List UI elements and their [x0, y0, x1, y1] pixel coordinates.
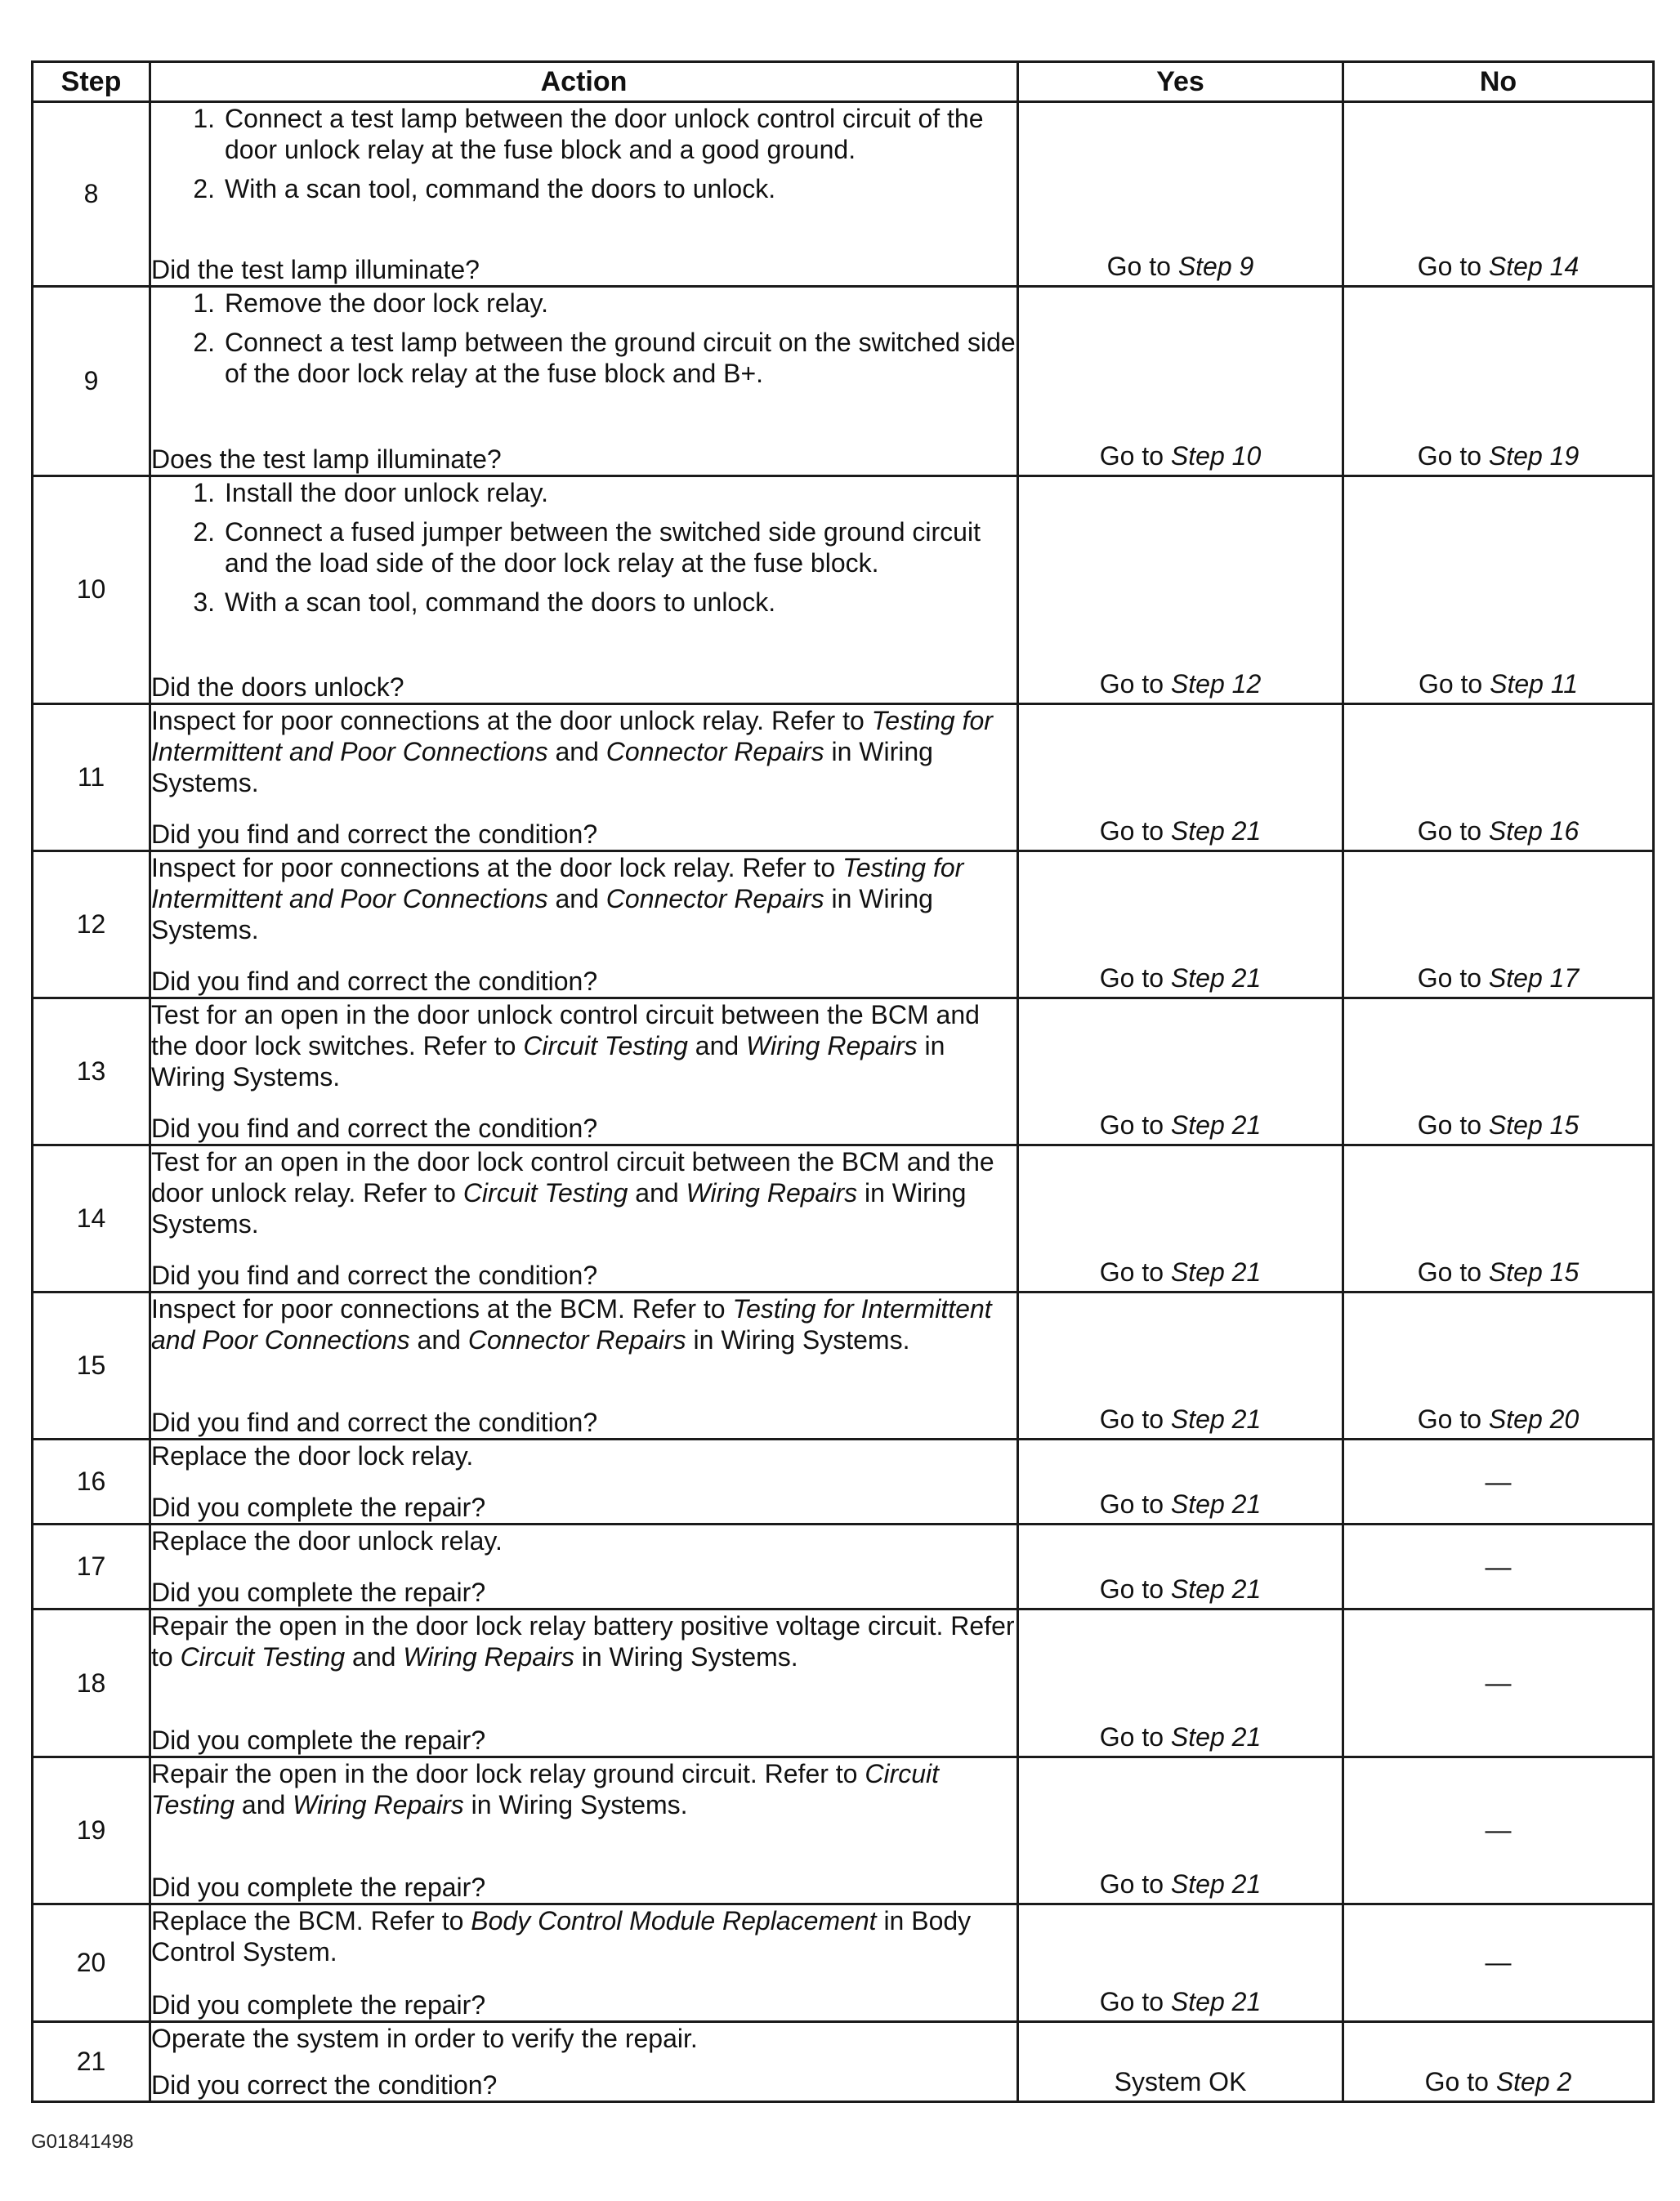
- result-prefix: Go to: [1099, 1404, 1171, 1435]
- instruction-list: [151, 477, 1016, 618]
- result-prefix: Go to: [1099, 962, 1171, 993]
- table-body: [33, 102, 1654, 2102]
- table-row: [33, 102, 1654, 287]
- instruction-text: Test for an open in the door unlock control circuit between the BCM and the door lock switches. Refer to: [151, 999, 980, 1060]
- result-prefix: Go to: [1099, 815, 1171, 846]
- yes-cell: [1018, 102, 1343, 287]
- reference-title: Wiring Repairs: [686, 1178, 858, 1208]
- action-instruction: [151, 1525, 1016, 1556]
- step-reference: Step 21: [1170, 815, 1262, 846]
- step-number: 14: [33, 1145, 150, 1292]
- no-cell: [1343, 287, 1654, 476]
- header-step: Step: [33, 62, 150, 102]
- result-prefix: Go to: [1099, 1489, 1171, 1520]
- result-prefix: Go to: [1099, 441, 1171, 471]
- not-applicable-dash: —: [1485, 1467, 1512, 1497]
- instruction-text: Replace the door unlock relay.: [151, 1526, 503, 1556]
- instruction-item: [151, 587, 1016, 618]
- yes-result: [1019, 669, 1342, 699]
- table-row: [33, 1904, 1654, 2021]
- action-cell: [150, 1904, 1018, 2021]
- yes-result: [1019, 441, 1342, 471]
- instruction-item: [151, 477, 1016, 508]
- result-prefix: Go to: [1417, 252, 1489, 282]
- reference-title: Circuit Testing: [151, 1758, 940, 1819]
- not-applicable-dash: —: [1485, 1551, 1512, 1582]
- yes-cell: [1018, 1292, 1343, 1440]
- not-applicable-dash: —: [1485, 1815, 1512, 1845]
- action-cell: [150, 1145, 1018, 1292]
- instruction-number: 2.: [193, 174, 215, 203]
- no-result: [1344, 441, 1652, 471]
- yes-result: [1019, 816, 1342, 846]
- instruction-list: [151, 103, 1016, 204]
- no-cell: [1343, 1292, 1654, 1440]
- action-cell: [150, 1292, 1018, 1440]
- step-number: 9: [33, 287, 150, 476]
- action-instruction: [151, 705, 1016, 798]
- step-reference: Step 19: [1488, 441, 1579, 471]
- reference-title: Testing for Intermittent and Poor Connections: [151, 1294, 992, 1355]
- yes-result: [1019, 1722, 1342, 1752]
- header-action: Action: [150, 62, 1018, 102]
- step-number: 18: [33, 1609, 150, 1757]
- result-prefix: Go to: [1418, 668, 1490, 699]
- step-reference: Step 21: [1170, 1489, 1262, 1520]
- header-yes: Yes: [1018, 62, 1343, 102]
- reference-title: Connector Repairs: [605, 736, 824, 766]
- step-question: Did you find and correct the condition?: [151, 1408, 598, 1438]
- yes-cell: [1018, 850, 1343, 998]
- action-instruction: [151, 1610, 1016, 1672]
- step-question: Does the test lamp illuminate?: [151, 444, 502, 475]
- no-result: [1344, 1404, 1652, 1435]
- step-question: Did the doors unlock?: [151, 672, 404, 702]
- step-reference: Step 9: [1177, 252, 1254, 282]
- instruction-text: in Wiring Systems.: [151, 1030, 945, 1092]
- action-cell: [150, 998, 1018, 1145]
- step-question: Did you find and correct the condition?: [151, 1261, 598, 1291]
- result-prefix: Go to: [1417, 815, 1489, 846]
- instruction-text: With a scan tool, command the doors to unlock.: [225, 174, 776, 203]
- instruction-text: and: [409, 1325, 468, 1355]
- step-question: Did the test lamp illuminate?: [151, 255, 480, 285]
- step-reference: Step 17: [1488, 962, 1579, 993]
- result-prefix: Go to: [1424, 2067, 1496, 2096]
- step-reference: Step 11: [1490, 668, 1579, 699]
- not-applicable-dash: —: [1485, 1667, 1512, 1698]
- step-reference: Step 12: [1170, 668, 1262, 699]
- step-number: 12: [33, 850, 150, 998]
- yes-result: [1019, 1987, 1342, 2017]
- instruction-text: in Wiring Systems.: [151, 883, 933, 944]
- reference-title: Circuit Testing: [523, 1030, 688, 1060]
- table-row: [33, 703, 1654, 850]
- instruction-text: Operate the system in order to verify the repair.: [151, 2023, 698, 2053]
- no-cell: [1343, 1145, 1654, 1292]
- result-prefix: Go to: [1417, 1110, 1489, 1140]
- no-cell: [1343, 1525, 1654, 1609]
- table-row: [33, 1525, 1654, 1609]
- no-cell: [1343, 850, 1654, 998]
- instruction-text: and: [547, 883, 606, 913]
- action-cell: [150, 102, 1018, 287]
- result-prefix: System OK: [1114, 2067, 1247, 2096]
- instruction-number: 3.: [193, 587, 215, 618]
- reference-title: Wiring Repairs: [746, 1030, 918, 1060]
- step-reference: Step 21: [1170, 1721, 1262, 1752]
- no-cell: [1343, 1757, 1654, 1904]
- step-reference: Step 2: [1495, 2067, 1572, 2096]
- step-question: Did you find and correct the condition?: [151, 1114, 598, 1143]
- instruction-text: Connect a fused jumper between the switched side ground circuit and the load side of the door lock relay at the fuse block.: [225, 517, 981, 578]
- instruction-text: Inspect for poor connections at the BCM. Refer to: [151, 1294, 733, 1324]
- reference-title: Circuit Testing: [462, 1178, 628, 1208]
- instruction-text: Connect a test lamp between the door unlock control circuit of the door unlock relay at the fuse block and a good ground.: [225, 104, 984, 164]
- step-reference: Step 21: [1170, 962, 1262, 993]
- step-number: 17: [33, 1525, 150, 1609]
- instruction-text: in Wiring Systems.: [463, 1789, 688, 1819]
- step-reference: Step 21: [1170, 1257, 1262, 1288]
- step-reference: Step 10: [1170, 441, 1262, 471]
- instruction-text: and: [547, 736, 606, 766]
- result-prefix: Go to: [1099, 1868, 1171, 1899]
- step-reference: Step 21: [1170, 1404, 1262, 1435]
- table-row: [33, 1145, 1654, 1292]
- yes-cell: [1018, 2021, 1343, 2101]
- action-cell: [150, 1525, 1018, 1609]
- yes-result: [1019, 1489, 1342, 1520]
- table-row: [33, 850, 1654, 998]
- no-result: [1344, 816, 1652, 846]
- table-row: [33, 1609, 1654, 1757]
- instruction-text: and: [235, 1789, 293, 1819]
- step-question: Did you complete the repair?: [151, 1989, 486, 2020]
- action-cell: [150, 287, 1018, 476]
- no-result: [1344, 1257, 1652, 1288]
- no-cell: [1343, 2021, 1654, 2101]
- reference-title: Wiring Repairs: [403, 1642, 574, 1672]
- instruction-text: in Body Control System.: [151, 1905, 972, 1967]
- result-prefix: Go to: [1099, 1986, 1171, 2016]
- instruction-text: and: [345, 1642, 404, 1672]
- result-prefix: Go to: [1106, 252, 1178, 282]
- step-number: 19: [33, 1757, 150, 1904]
- no-cell: [1343, 476, 1654, 703]
- yes-cell: [1018, 1609, 1343, 1757]
- result-prefix: Go to: [1099, 1574, 1171, 1605]
- action-instruction: [151, 1905, 1016, 1967]
- action-cell: [150, 1440, 1018, 1525]
- instruction-list: [151, 288, 1016, 389]
- yes-result: [1019, 1404, 1342, 1435]
- action-cell: [150, 703, 1018, 850]
- yes-result: [1019, 1574, 1342, 1605]
- no-result: [1344, 2067, 1652, 2097]
- step-question: Did you find and correct the condition?: [151, 966, 598, 996]
- instruction-text: Install the door unlock relay.: [225, 478, 549, 508]
- header-row: [33, 62, 1654, 102]
- result-prefix: Go to: [1099, 668, 1171, 699]
- instruction-text: and: [687, 1030, 747, 1060]
- step-number: 16: [33, 1440, 150, 1525]
- instruction-item: [151, 103, 1016, 165]
- reference-title: Connector Repairs: [605, 883, 824, 913]
- action-instruction: [151, 1758, 1016, 1820]
- yes-result: [1019, 1110, 1342, 1141]
- no-cell: [1343, 703, 1654, 850]
- instruction-item: [151, 327, 1016, 389]
- step-reference: Step 14: [1488, 252, 1579, 282]
- step-number: 15: [33, 1292, 150, 1440]
- yes-cell: [1018, 703, 1343, 850]
- step-reference: Step 21: [1170, 1986, 1262, 2016]
- step-number: 13: [33, 998, 150, 1145]
- no-result: [1344, 963, 1652, 993]
- instruction-item: [151, 173, 1016, 204]
- no-cell: [1343, 998, 1654, 1145]
- action-instruction: [151, 999, 1016, 1092]
- action-cell: [150, 476, 1018, 703]
- step-number: 8: [33, 102, 150, 287]
- instruction-text: Test for an open in the door lock control circuit between the BCM and the door unlock relay. Refer to: [151, 1147, 994, 1208]
- step-question: Did you complete the repair?: [151, 1725, 486, 1755]
- instruction-text: Inspect for poor connections at the door lock relay. Refer to: [151, 852, 843, 882]
- reference-title: Circuit Testing: [180, 1642, 346, 1672]
- step-question: Did you complete the repair?: [151, 1493, 486, 1523]
- instruction-text: in Wiring Systems.: [574, 1642, 798, 1672]
- instruction-item: [151, 288, 1016, 319]
- reference-title: Body Control Module Replacement: [471, 1905, 877, 1935]
- instruction-text: in Wiring Systems.: [686, 1325, 910, 1355]
- action-instruction: [151, 1293, 1016, 1355]
- action-instruction: [151, 1146, 1016, 1239]
- reference-title: Testing for Intermittent and Poor Connections: [151, 852, 964, 913]
- table-row: [33, 476, 1654, 703]
- result-prefix: Go to: [1099, 1721, 1171, 1752]
- table-row: [33, 998, 1654, 1145]
- step-reference: Step 21: [1170, 1110, 1262, 1140]
- action-cell: [150, 1609, 1018, 1757]
- result-prefix: Go to: [1417, 962, 1489, 993]
- action-instruction: [151, 852, 1016, 945]
- yes-cell: [1018, 1904, 1343, 2021]
- instruction-number: 2.: [193, 328, 215, 358]
- instruction-text: Remove the door lock relay.: [225, 288, 549, 319]
- no-result: [1344, 669, 1652, 699]
- instruction-text: Repair the open in the door lock relay ground circuit. Refer to: [151, 1758, 865, 1788]
- step-reference: Step 15: [1488, 1110, 1579, 1140]
- instruction-text: With a scan tool, command the doors to unlock.: [225, 587, 776, 618]
- header-no: No: [1343, 62, 1654, 102]
- yes-cell: [1018, 1757, 1343, 1904]
- yes-cell: [1018, 1525, 1343, 1609]
- instruction-text: in Wiring Systems.: [151, 736, 933, 797]
- step-number: 10: [33, 476, 150, 703]
- instruction-text: in Wiring Systems.: [151, 1178, 967, 1239]
- step-question: Did you find and correct the condition?: [151, 819, 598, 849]
- yes-cell: [1018, 287, 1343, 476]
- instruction-number: 1.: [193, 478, 215, 508]
- yes-cell: [1018, 1440, 1343, 1525]
- instruction-text: and: [628, 1178, 686, 1208]
- yes-result: [1019, 1257, 1342, 1288]
- step-reference: Step 21: [1170, 1868, 1262, 1899]
- step-reference: Step 16: [1488, 815, 1579, 846]
- table-row: [33, 1757, 1654, 1904]
- step-number: 20: [33, 1904, 150, 2021]
- result-prefix: Go to: [1417, 1257, 1489, 1288]
- instruction-number: 1.: [193, 288, 215, 319]
- not-applicable-dash: —: [1485, 1947, 1512, 1977]
- result-prefix: Go to: [1099, 1110, 1171, 1140]
- step-question: Did you correct the condition?: [151, 2070, 498, 2100]
- result-prefix: Go to: [1417, 1404, 1489, 1435]
- step-question: Did you complete the repair?: [151, 1578, 486, 1608]
- action-cell: [150, 1757, 1018, 1904]
- step-reference: Step 21: [1170, 1574, 1262, 1605]
- step-reference: Step 15: [1488, 1257, 1579, 1288]
- no-cell: [1343, 1609, 1654, 1757]
- step-number: 21: [33, 2021, 150, 2101]
- action-cell: [150, 2021, 1018, 2101]
- reference-title: Wiring Repairs: [293, 1789, 464, 1819]
- step-number: 11: [33, 703, 150, 850]
- yes-result: [1019, 963, 1342, 993]
- instruction-number: 1.: [193, 104, 215, 133]
- yes-result: [1019, 1869, 1342, 1900]
- no-cell: [1343, 1904, 1654, 2021]
- instruction-text: Repair the open in the door lock relay battery positive voltage circuit. Refer to: [151, 1611, 1015, 1672]
- action-cell: [150, 850, 1018, 998]
- instruction-number: 2.: [193, 517, 215, 547]
- table-row: [33, 1440, 1654, 1525]
- no-cell: [1343, 102, 1654, 287]
- yes-cell: [1018, 998, 1343, 1145]
- diagnostic-table: [31, 60, 1655, 2103]
- instruction-item: [151, 516, 1016, 578]
- result-prefix: Go to: [1099, 1257, 1171, 1288]
- yes-cell: [1018, 476, 1343, 703]
- instruction-text: Replace the door lock relay.: [151, 1441, 474, 1471]
- reference-title: Testing for Intermittent and Poor Connections: [151, 705, 993, 766]
- table-row: [33, 2021, 1654, 2101]
- no-result: [1344, 1110, 1652, 1141]
- action-instruction: [151, 1440, 1016, 1471]
- table-row: [33, 1292, 1654, 1440]
- result-prefix: Go to: [1417, 441, 1489, 471]
- yes-result: [1019, 2067, 1342, 2097]
- action-instruction: [151, 2023, 1016, 2054]
- table-row: [33, 287, 1654, 476]
- no-result: [1344, 252, 1652, 282]
- yes-cell: [1018, 1145, 1343, 1292]
- instruction-text: Connect a test lamp between the ground circuit on the switched side of the door lock relay at the fuse block and B+.: [225, 328, 1016, 389]
- no-cell: [1343, 1440, 1654, 1525]
- step-reference: Step 20: [1488, 1404, 1579, 1435]
- instruction-text: Replace the BCM. Refer to: [151, 1905, 471, 1935]
- reference-title: Connector Repairs: [467, 1325, 686, 1355]
- instruction-text: Inspect for poor connections at the door unlock relay. Refer to: [151, 705, 872, 735]
- figure-id: G01841498: [31, 2131, 134, 2153]
- step-question: Did you complete the repair?: [151, 1872, 486, 1902]
- yes-result: [1019, 252, 1342, 282]
